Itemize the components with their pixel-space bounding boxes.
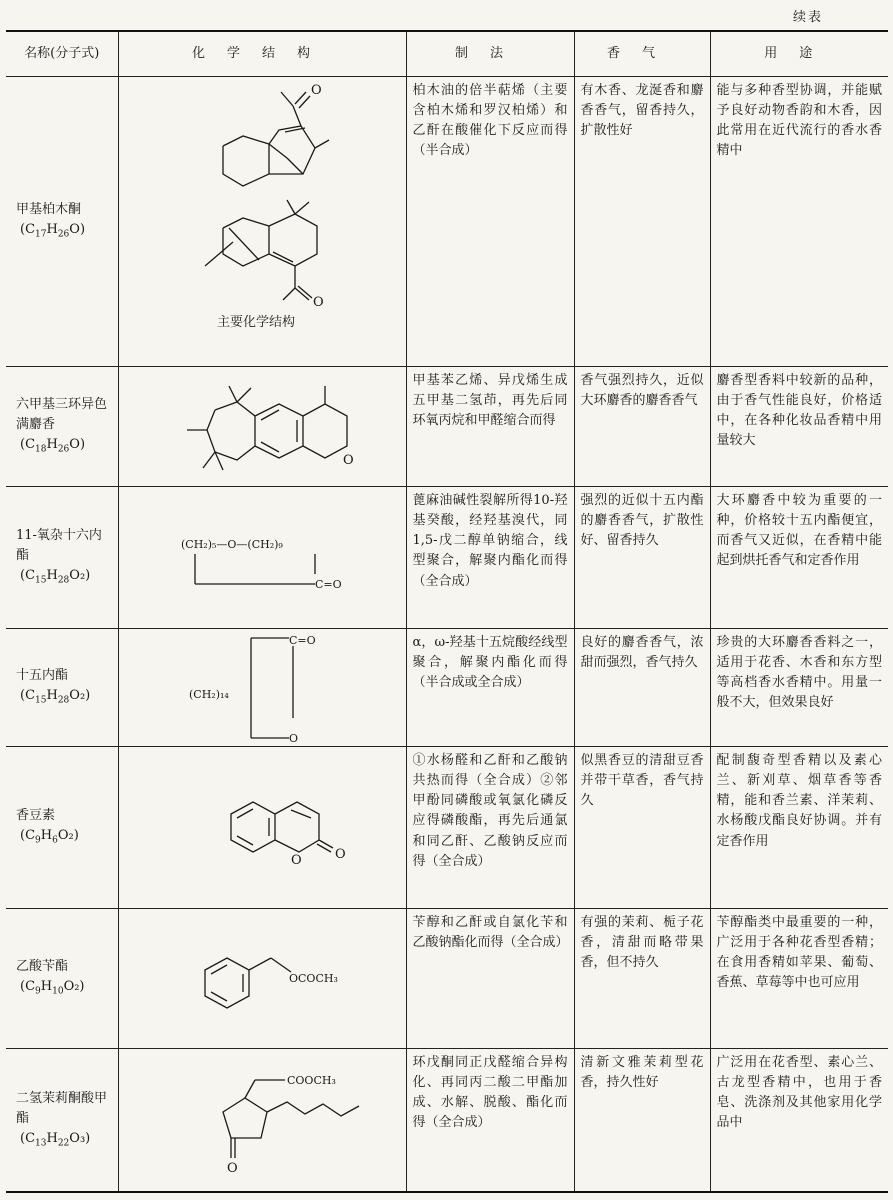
use-cell: 珍贵的大环麝香香料之一，适用于花香、木香和东方型等高档香水香精中。用量一般不大，但效果良好 [710,629,888,747]
structure-oxygen-label: O [227,1161,238,1176]
odor-cell: 香气强烈持久，近似大环麝香的麝香香气 [574,367,710,487]
ring-oxygen-label: O [291,852,302,868]
use-cell: 广泛用在花香型、素心兰、古龙型香精中，也用于香皂、洗涤剂及其他家用化学品中 [710,1049,888,1193]
header-odor: 香气 [574,31,710,77]
structure-chain-label: (CH₂)₅—O—(CH₂)₉ [181,537,283,551]
odor-cell: 有木香、龙涎香和麝香香气，留香持久，扩散性好 [574,77,710,367]
table-row [6,1049,888,1193]
use-cell: 配制馥奇型香精以及素心兰、新刈草、烟草香等香精，能和香兰素、洋茉莉、水杨酸戊酯良好协调。并有定香作用 [710,747,888,909]
table-row [6,747,888,909]
structure-cell [118,77,406,367]
carbonyl-oxygen-label: O [311,82,322,98]
structure-cell [118,367,406,487]
compound-name-cell [6,77,118,367]
carbonyl-oxygen-label: O [335,846,346,862]
structure-cell [118,1049,406,1193]
methyl-dihydrojasmonate-structure [119,1058,405,1182]
use-cell: 苄醇酯类中最重要的一种，广泛用于各种花香型香精；在食用香精如苹果、葡萄、香蕉、草莓等中也可应用 [710,909,888,1049]
compound-name-cell [6,487,118,629]
continued-label: 续表 [792,10,823,25]
compound-name-cell [6,747,118,909]
preparation-cell: 苄醇和乙酐或自氯化苄和乙酸钠酯化而得（全合成） [406,909,574,1049]
compound-name: 二氢茉莉酮酸甲酯 [16,1090,108,1126]
header-preparation: 制法 [406,31,574,77]
preparation-cell: ①水杨醛和乙酐和乙酸钠共热而得（全合成）②邻甲酚同磷酸或氧氯化磷反应得磷酸酯，再先后通氯和同乙酐、乙酸钠反应而得（全合成） [406,747,574,909]
preparation-cell: 蓖麻油碱性裂解所得10-羟基癸酸，经羟基溴代，同1,5-戊二醇单钠缩合，线型聚合，解聚内酯化而得（全合成） [406,487,574,629]
table-row [6,629,888,747]
table-row [6,909,888,1049]
header-use: 用途 [710,31,888,77]
odor-cell: 清新文雅茉莉型花香，持久性好 [574,1049,710,1193]
header-structure: 化学结构 [118,31,406,77]
galaxolide-structure [119,368,405,486]
structure-carbonyl-label: C=O [289,633,316,647]
coumarin-structure [119,748,405,908]
compound-name-cell [6,629,118,747]
structure-carbonyl-label: C=O [315,577,342,591]
molecular-formula: $(C_9H_{10}O_2)$ [20,979,85,997]
table-row [6,367,888,487]
use-cell: 能与多种香型协调，并能赋予良好动物香韵和木香，因此常用在近代流行的香水香精中 [710,77,888,367]
structure-cell [118,487,406,629]
odor-cell: 强烈的近似十五内酯的麝香香气，扩散性好、留香持久 [574,487,710,629]
use-cell: 麝香型香料中较新的品种，由于香气性能良好，价格适中，在各种化妆品香精中用量较大 [710,367,888,487]
compound-name-cell [6,367,118,487]
compound-name: 十五内酯 [16,668,69,684]
fragrance-table [6,30,888,1193]
preparation-cell: α，ω-羟基十五烷酸经线型聚合，解聚内酯化而得（半合成或全合成） [406,629,574,747]
benzyl-acetate-structure [119,910,405,1048]
structure-cell [118,629,406,747]
fragrance-table-sheet [6,30,888,1193]
compound-name: 乙酸苄酯 [16,959,69,975]
odor-cell: 良好的麝香香气，浓甜而强烈，香气持久 [574,629,710,747]
molecular-formula: $(C_{13}H_{22}O_3)$ [20,1130,91,1149]
compound-name-cell [6,1049,118,1193]
compound-name: 香豆素 [16,808,56,824]
oxahexadecanolide-structure [119,488,405,628]
preparation-cell: 环戊酮同正戊醛缩合异构化、再同丙二酸二甲酯加成、水解、脱酸、酯化而得（全合成） [406,1049,574,1193]
preparation-cell: 柏木油的倍半萜烯（主要含柏木烯和罗汉柏烯）和乙酐在酸催化下反应而得（半合成） [406,77,574,367]
use-cell: 大环麝香中较为重要的一种，价格较十五内酯便宜，而香气又近似，在香精中能起到烘托香气和定香作用 [710,487,888,629]
ring-oxygen-label: O [343,452,354,468]
preparation-cell: 甲基苯乙烯、异戊烯生成五甲基二氢茚，再先后同环氧丙烷和甲醛缩合而得 [406,367,574,487]
compound-name: 六甲基三环异色满麝香 [16,397,108,433]
compound-name-cell [6,909,118,1049]
structure-chain-label: (CH₂)₁₄ [189,687,229,701]
molecular-formula: $(C_{18}H_{26}O)$ [20,437,86,455]
molecular-formula: $(C_{17}H_{26}O)$ [20,222,86,240]
structure-caption: 主要化学结构 [217,314,296,330]
odor-cell: 似黑香豆的清甜豆香并带干草香，香气持久 [574,747,710,909]
compound-name: 甲基柏木酮 [16,202,82,218]
header-row [6,31,888,77]
table-row [6,77,888,367]
structure-group-label: COOCH₃ [287,1074,336,1087]
molecular-formula: $(C_{15}H_{28}O_2)$ [20,688,91,706]
carbonyl-oxygen-label: O [313,294,324,310]
pentadecanolide-structure [119,630,405,746]
methyl-cedryl-ketone-structure [119,78,405,366]
odor-cell: 有强的茉莉、栀子花香，清甜而略带果香，但不持久 [574,909,710,1049]
header-name: 名称(分子式) [6,31,118,77]
structure-group-label: OCOCH₃ [289,971,338,985]
molecular-formula: $(C_9H_6O_2)$ [20,828,79,846]
table-row [6,487,888,629]
structure-oxygen-label: O [289,731,299,745]
structure-cell [118,909,406,1049]
structure-cell [118,747,406,909]
compound-name: 11-氧杂十六内酯 [16,528,102,564]
molecular-formula: $(C_{15}H_{28}O_2)$ [20,568,91,586]
